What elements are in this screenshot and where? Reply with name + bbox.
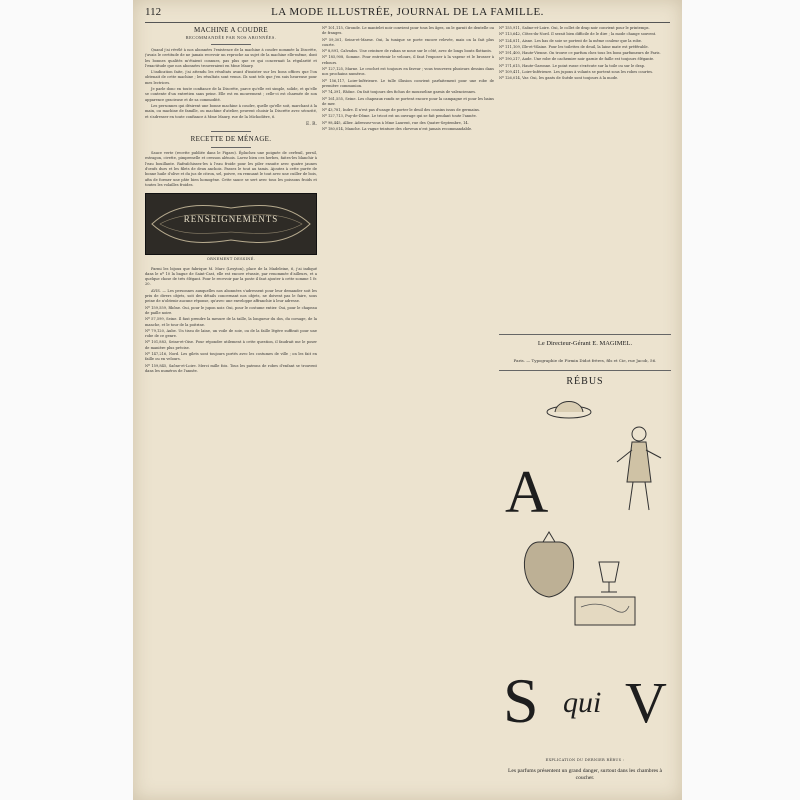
rebus-letter-a: A <box>505 459 549 525</box>
correspondence-entry: Nº 161,555, Seine. Les chapeaux ronds se portent encore pour la campagne et pour les bains de mer. <box>322 96 494 106</box>
recette-title: RECETTE DE MÉNAGE. <box>190 135 272 144</box>
banner-credit: ORNEMENT DESSINÉ. <box>206 257 256 262</box>
correspondence-entry: Nº 159,559, Rhône. Oui, pour le jupon noir. Oui, pour le costume entier. Oui, pour le chapeau de paille noire. <box>145 305 317 315</box>
machine-title: MACHINE A COUDRE <box>193 26 269 34</box>
renseignements-title: RENSEIGNEMENTS <box>183 214 279 225</box>
header-rule <box>145 22 670 23</box>
correspondence-entry: Nº 191,400, Haute-Vienne. On trouve ce parfum chez tous les bons parfumeurs de Paris. <box>499 51 661 56</box>
correspondence-entry: Nº 59,301, Seine-et-Marne. Oui, la tunique se porte encore relevée, mais on la fait plus courte. <box>322 37 494 47</box>
scroll-icon <box>575 597 635 625</box>
correspondence-entry: Nº 43,781, Indre. Il n'est pas d'usage de porter le deuil des cousins issus de germains. <box>322 108 480 113</box>
correspondence-entry: Nº 159,845, Saône-et-Loire. Merci mille fois. Tous les patrons de robes d'enfant se trouvent dans les numéros de l'année. <box>145 363 317 373</box>
machine-subtitle: RECOMMANDÉE PAR NOS ABONNÉES. <box>185 35 277 40</box>
running-head <box>145 6 670 22</box>
rebus-letter-s: S <box>503 665 539 736</box>
correspondence-entry: Nº 171,615, Haute-Garonne. Le point russe s'exécute sur la toile ou sur le drap. <box>499 63 646 68</box>
column-1 <box>145 26 317 796</box>
machine-signature: E. R. <box>306 121 317 127</box>
money-bag-icon <box>524 532 573 597</box>
avis-text: AVIS. — Les personnes auxquelles nos abonnées s'adressent pour leur demander soit les prix de divers objets, soit des détails concernant nos objets, ne doivent pas le faire, sous peine de n'obtenir aucune réponse, qu'avec une enveloppe affranchie à leur adresse. <box>145 288 317 304</box>
correspondence-entry: Nº 124,811, Aisne. Les bas de soie se portent de la même couleur que la robe. <box>499 38 643 43</box>
director-signature: Le Directeur-Gérant E. MAGIMEL. <box>537 340 633 347</box>
rebus-illustration <box>499 392 671 748</box>
correspondence-entry: Nº 74,391, Rhône. On fait toujours des fichus de mousseline garnis de valenciennes. <box>322 90 477 95</box>
journal-title: LA MODE ILLUSTRÉE, JOURNAL DE LA FAMILLE. <box>271 6 544 18</box>
correspondence-entry: Nº 57,599, Seine. Il faut prendre la mesure de la taille, la longueur du dos, du corsage, de la manche, et le tour de la poitrine. <box>145 317 317 327</box>
page-number: 112 <box>145 6 162 18</box>
correspondence-entry: Nº 147,216, Nord. Les gilets sont toujours portés avec les costumes de ville ; on les fait en faille ou en velours. <box>145 351 317 362</box>
jester-figure-icon <box>617 427 661 510</box>
renseignements-banner <box>145 193 317 255</box>
hat-icon <box>547 402 591 419</box>
section-divider <box>211 131 251 132</box>
recette-text: Sauce verte (recette publiée dans le Figaro). Épluchez une poignée de cerfeuil, persil, estragon, civette, pimprenelle et cresson alénois. Lavez bien ces herbes, faites-les blanchir à l'eau bouillante. Rafraîchissez-les à l'eau froide pour les piler ensuite avec quatre jaunes d'œufs durs et les filets de deux anchois. Passez le tout au tamis. Ajoutez à cette purée de bonne huile d'olive et du jus de citron, sel, poivre, en remuant le tout avec une cuiller de bois, afin de former une pâte bien homogène. Cette sauce se sert avec tous les poissons froids et toutes les volailles froides. <box>145 151 317 187</box>
correspondence-entry: Nº 8,891, Calvados. Une ceinture de ruban se noue sur le côté, avec de longs bouts flottants. <box>322 49 492 54</box>
machine-paragraph: Je parle donc en toute confiance de la Discrète, parce qu'elle est simple, solide, et qu'elle se contente d'un entretien sans peine. Elle est en mouvement ; celle-ci est charmée de son apparence gracieuse et de sa commodité. <box>145 87 317 102</box>
section-divider <box>211 44 251 45</box>
correspondence-entry: Nº 113,642, Côtes-du-Nord. Il serait bien difficile de le dire ; la mode change souvent. <box>499 32 657 37</box>
column-2 <box>322 26 494 796</box>
correspondence-entry: Nº 109,411, Loire-Inférieure. Les jupons à volants se portent sous les robes courtes. <box>499 70 654 75</box>
printer-line: Paris. — Typographie de Firmin Didot frères, fils et Cie, rue Jacob, 56. <box>513 358 657 363</box>
section-divider <box>499 370 671 371</box>
rebus-caption: EXPLICATION DU DERNIER RÉBUS : <box>545 758 625 762</box>
ornament-flourish-icon <box>146 194 316 254</box>
cup-icon <box>599 562 619 592</box>
correspondence-entry: Nº 185,908, Somme. Pour entretenir le velours, il faut l'exposer à la vapeur et le brosser à rebours. <box>322 55 494 65</box>
newspaper-page <box>133 0 682 800</box>
renseignements-intro: Parmi les bijoux que fabrique M. Marc (Lesyton), place de la Madeleine, 6, j'ai indiqué dans le nº 10 la bague de Saint-Cast, elle est encore réussie, par renommée d'ailleurs, et a quelque chose de très élégant. Pour le recevoir par la poste il faut ajouter à cette somme 1 fr. 20. <box>145 266 317 287</box>
correspondence-entry: Nº 190,217, Aude. Une robe de cachemire noir garnie de faille est toujours élégante. <box>499 57 655 62</box>
correspondence-entry: Nº 155,911, Saône-et-Loire. Oui, le collet de drap noir convient pour le printemps. <box>499 26 650 30</box>
correspondence-entry: Nº 98,445, Allier. Adressez-vous à Mme Laurent, rue des Quatre-Septembre, 14. <box>322 120 469 125</box>
correspondence-entry: Nº 180,014, Manche. La vague teinture des cheveux n'est jamais recommandable. <box>322 127 473 132</box>
correspondence-entry: Nº 126,014, Var. Oui, les gants de Suède sont toujours à la mode. <box>499 76 619 81</box>
correspondence-entry: Nº 79,120, Aube. Un tissu de laine, un voile de soie, ou de la faille légère suffirait pour une robe de ce genre. <box>145 328 317 339</box>
rebus-letter-v: V <box>625 670 667 735</box>
machine-paragraph: L'indication faite, j'ai attendu les résultats avant d'insister sur les bons offices que l'on obtenait de cette machine ; les résultats sont venus. Ils sont tels que j'en suis heureuse pour mes lectrices. <box>145 70 317 85</box>
machine-paragraph: Quand j'ai révélé à nos abonnées l'existence de la machine à coudre nommée la Discrète, j'avais le certitude de ne jamais recevoir un reproche au sujet de la machine elle-même, dont les bonnes qualités m'étaient connues, pas plus que ce qui concernait la régularité et l'exactitude que nos abonnées trouveraient en Mme Maury. <box>145 48 317 68</box>
rebus-solution: Les parfums présentent un grand danger, surtout dans les chambres à coucher. <box>507 768 663 781</box>
correspondence-entry: Nº 101,115, Gironde. Le mantelet noir convient pour tous les âges, on le garnit de dentelle ou de franges. <box>322 26 494 36</box>
section-divider <box>211 147 251 148</box>
machine-paragraph: Les personnes qui désirent une bonne machine à coudre, quelle qu'elle soit, marchant à la main, ou machine de famille, ou machine d'atelier, peuvent choisir la Discrète avec sécurité, et s'adresser en toute confiance à Mme Maury, rue de la Michodière, 6. <box>145 103 317 119</box>
section-divider <box>499 334 671 335</box>
correspondence-entry: Nº 156,117, Loire-Inférieure. Le tulle illusion convient parfaitement pour une robe de première communion. <box>322 78 494 88</box>
correspondence-entry: Nº 127,125, Marne. Le crochet est toujours en faveur ; vous trouverez plusieurs dessins dans nos prochains numéros. <box>322 67 494 77</box>
correspondence-entry: Nº 127,713, Puy-de-Dôme. Le tricot est un ouvrage qui se fait pendant toute l'année. <box>322 114 477 119</box>
correspondence-entry: Nº 111,109, Ille-et-Vilaine. Pour les toilettes de deuil, la laine mate est préférable. <box>499 44 649 49</box>
column-3 <box>499 26 671 334</box>
correspondence-entry: Nº 101,883, Seine-et-Oise. Pour répondre utilement à cette question, il faudrait me le poser de manière plus précise. <box>145 340 317 350</box>
rebus-word-qui: qui <box>563 686 602 719</box>
rebus-title: RÉBUS <box>566 376 604 387</box>
